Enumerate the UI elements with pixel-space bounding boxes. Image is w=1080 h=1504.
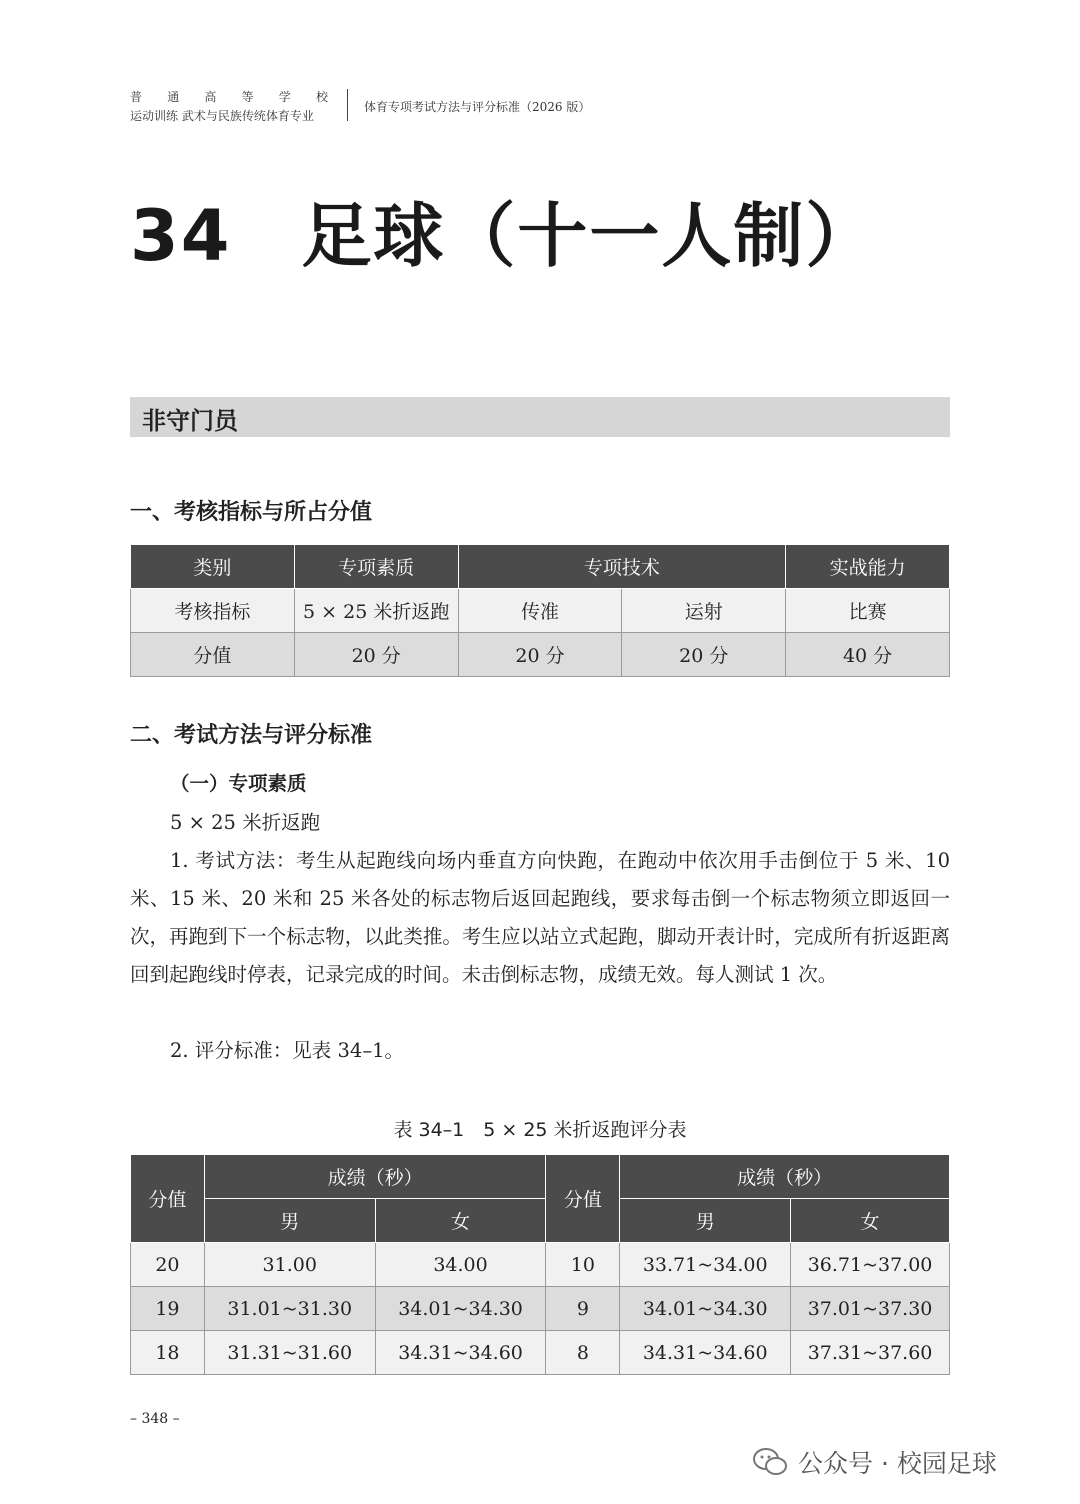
cell: 34.31~34.60 xyxy=(375,1331,546,1375)
th-score: 分值 xyxy=(546,1155,620,1243)
cell: 20 分 xyxy=(622,633,786,677)
cell: 5 × 25 米折返跑 xyxy=(294,589,458,633)
cell: 比赛 xyxy=(786,589,950,633)
cell: 31.01~31.30 xyxy=(204,1287,375,1331)
cell: 18 xyxy=(131,1331,205,1375)
header-char: 普 xyxy=(130,90,143,104)
cell: 34.01~34.30 xyxy=(620,1287,791,1331)
shuttle-run-table xyxy=(130,1154,950,1375)
table-row xyxy=(131,589,950,633)
th-score: 分值 xyxy=(131,1155,205,1243)
cell: 37.01~37.30 xyxy=(791,1287,950,1331)
table-row xyxy=(131,1243,950,1287)
header-char: 通 xyxy=(167,90,180,104)
cell: 20 分 xyxy=(458,633,622,677)
cell: 34.01~34.30 xyxy=(375,1287,546,1331)
table-row xyxy=(131,1331,950,1375)
th-match: 实战能力 xyxy=(786,545,950,589)
table-row xyxy=(131,1287,950,1331)
indicator-table xyxy=(130,544,950,677)
table-caption: 表 34–1 5 × 25 米折返跑评分表 xyxy=(393,1119,687,1141)
wechat-icon xyxy=(752,1447,788,1477)
cell: 33.71~34.00 xyxy=(620,1243,791,1287)
th-category: 类别 xyxy=(131,545,295,589)
cell: 34.31~34.60 xyxy=(620,1331,791,1375)
th-male: 男 xyxy=(620,1199,791,1243)
cell: 31.31~31.60 xyxy=(204,1331,375,1375)
cell: 31.00 xyxy=(204,1243,375,1287)
header-char: 校 xyxy=(315,90,328,104)
cell: 34.00 xyxy=(375,1243,546,1287)
cell: 10 xyxy=(546,1243,620,1287)
cell: 8 xyxy=(546,1331,620,1375)
cell: 19 xyxy=(131,1287,205,1331)
header-char: 学 xyxy=(278,90,291,104)
th-fitness: 专项素质 xyxy=(294,545,458,589)
heading-indicators: 一、考核指标与所占分值 xyxy=(130,499,373,525)
th-technique: 专项技术 xyxy=(458,545,786,589)
standard-paragraph: 2. 评分标准：见表 34–1。 xyxy=(170,1039,404,1062)
header-school xyxy=(130,88,328,105)
th-female: 女 xyxy=(791,1199,950,1243)
cell: 9 xyxy=(546,1287,620,1331)
chapter-number: 34 xyxy=(130,195,232,277)
header-divider xyxy=(347,89,348,121)
cell: 传准 xyxy=(458,589,622,633)
header-char: 高 xyxy=(204,90,217,104)
chapter-title xyxy=(130,180,877,281)
header-char: 等 xyxy=(241,90,254,104)
th-result: 成绩（秒） xyxy=(620,1155,950,1199)
cell: 分值 xyxy=(131,633,295,677)
item-title: 5 × 25 米折返跑 xyxy=(170,811,321,834)
method-paragraph: 1. 考试方法：考生从起跑线向场内垂直方向快跑，在跑动中依次用手击倒位于 5 米、10 米、15 米、20 米和 25 米各处的标志物后返回起跑线，要求每击倒一个标志物须立即返回一次，再跑到下一个标志物，以此类推。考生应以站立式起跑，脚动开表计时，完成所有折返距离回到起跑线时停表，记录完成的时间。未击倒标志物，成绩无效。每人测试 1 次。 xyxy=(130,849,950,986)
cell: 考核指标 xyxy=(131,589,295,633)
cell: 40 分 xyxy=(786,633,950,677)
th-female: 女 xyxy=(375,1199,546,1243)
section-bar: 非守门员 xyxy=(130,397,950,437)
subheading-fitness: （一）专项素质 xyxy=(170,772,307,795)
chapter-name: 足球（十一人制） xyxy=(301,195,878,277)
cell: 36.71~37.00 xyxy=(791,1243,950,1287)
th-result: 成绩（秒） xyxy=(204,1155,546,1199)
cell: 20 分 xyxy=(294,633,458,677)
heading-methods: 二、考试方法与评分标准 xyxy=(130,722,373,748)
cell: 运射 xyxy=(622,589,786,633)
watermark-text: 公众号 · 校园足球 xyxy=(798,1449,997,1478)
watermark xyxy=(752,1444,997,1480)
th-male: 男 xyxy=(204,1199,375,1243)
header-major: 运动训练 武术与民族传统体育专业 xyxy=(130,109,314,123)
cell: 20 xyxy=(131,1243,205,1287)
cell: 37.31~37.60 xyxy=(791,1331,950,1375)
page-number: – 348 – xyxy=(130,1411,180,1427)
table-row xyxy=(131,633,950,677)
header-book-title: 体育专项考试方法与评分标准（2026 版） xyxy=(364,100,591,114)
